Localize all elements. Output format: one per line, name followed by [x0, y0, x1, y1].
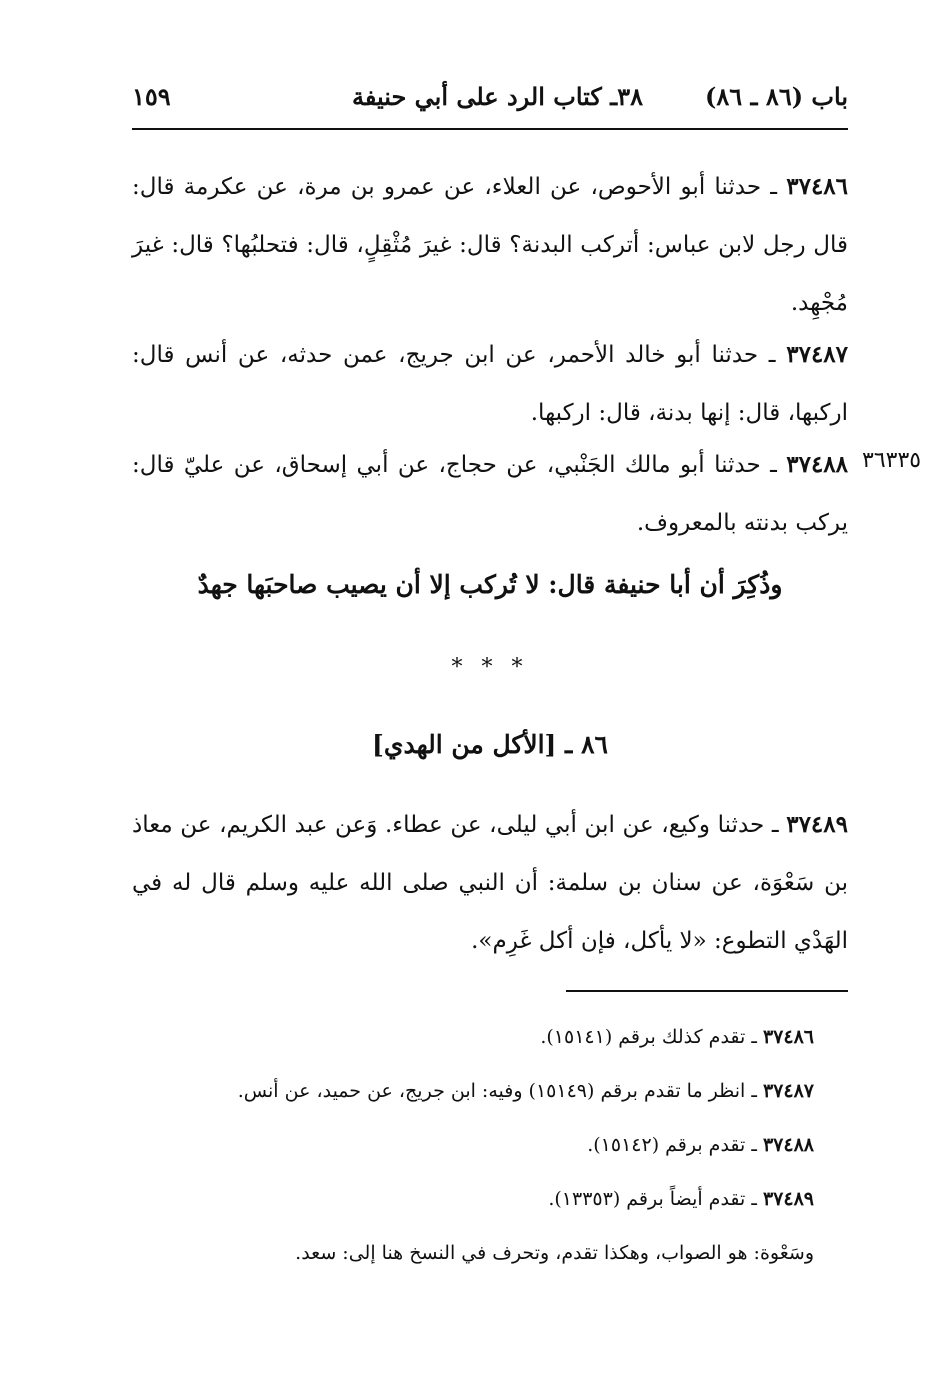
footnote-item — [99, 1010, 814, 1064]
footnote-number: ٣٧٤٨٨ — [762, 1134, 814, 1156]
hadith-37488 — [132, 436, 848, 552]
footnote-number: ٣٧٤٨٧ — [762, 1080, 814, 1102]
page-number: ١٥٩ — [132, 82, 171, 111]
section-title: ٨٦ ـ [الأكل من الهدي] — [372, 730, 608, 759]
hadith-text: ـ حدثنا أبو الأحوص، عن العلاء، عن عمرو بن مرة، عن عكرمة قال: قال رجل لابن عباس: أتركب البدنة؟ قال: غيرَ مُثْقِلٍ، قال: فتحلبُها؟ قال: غيرَ مُجْهِد. — [132, 174, 848, 316]
footnote-text: ـ انظر ما تقدم برقم (١٥١٤٩) وفيه: ابن جريج، عن حميد، عن أنس. — [237, 1080, 757, 1102]
hadith-37487 — [132, 326, 848, 442]
hadith-number: ٣٧٤٨٦ — [786, 173, 849, 200]
page-header — [132, 82, 848, 122]
footnote-text: وسَعْوة: هو الصواب، وهكذا تقدم، وتحرف في النسخ هنا إلى: سعد. — [295, 1242, 814, 1264]
footnote-rule — [566, 990, 848, 992]
hadith-number: ٣٧٤٨٩ — [786, 811, 848, 838]
hadith-text: ـ حدثنا أبو مالك الجَنْبي، عن حجاج، عن أبي إسحاق، عن عليّ قال: يركب بدنته بالمعروف. — [132, 452, 848, 536]
section-separator: * * * — [451, 655, 529, 680]
footnote-number: ٣٧٤٨٩ — [762, 1188, 814, 1210]
footnote-item — [99, 1172, 814, 1226]
header-rule — [132, 128, 848, 130]
abu-hanifa-note: وذُكِرَ أن أبا حنيفة قال: لا تُركب إلا أن يصيب صاحبَها جهدٌ — [197, 570, 783, 599]
hadith-37486 — [132, 158, 848, 332]
book-title: ٣٨ـ كتاب الرد على أبي حنيفة — [351, 82, 643, 111]
hadith-37489 — [132, 796, 848, 970]
hadith-number: ٣٧٤٨٧ — [786, 341, 849, 368]
footnote-text: ـ تقدم برقم (١٥١٤٢). — [587, 1134, 757, 1156]
chapter-range: باب (٨٦ ـ ٨٦) — [705, 82, 848, 111]
footnote-item — [99, 1064, 814, 1118]
footnote-number: ٣٧٤٨٦ — [762, 1026, 814, 1048]
hadith-number: ٣٧٤٨٨ — [786, 451, 849, 478]
hadith-text: ـ حدثنا وكيع، عن ابن أبي ليلى، عن عطاء. وَعن عبد الكريم، عن معاذ بن سَعْوَة، عن سنان بن سلمة: أن النبي صلى الله عليه وسلم قال له في الهَدْي التطوع: «لا يأكل، فإن أكل غَرِم». — [132, 812, 848, 954]
footnote-text: ـ تقدم أيضاً برقم (١٣٣٥٣). — [548, 1188, 757, 1210]
footnotes — [99, 1010, 814, 1280]
margin-reference-number: ٣٦٣٣٥ — [862, 448, 922, 473]
hadith-text: ـ حدثنا أبو خالد الأحمر، عن ابن جريج، عمن حدثه، عن أنس قال: اركبها، قال: إنها بدنة، قال: اركبها. — [132, 342, 848, 426]
footnote-text: ـ تقدم كذلك برقم (١٥١٤١). — [540, 1026, 757, 1048]
footnote-item — [99, 1226, 814, 1280]
footnote-item — [99, 1118, 814, 1172]
